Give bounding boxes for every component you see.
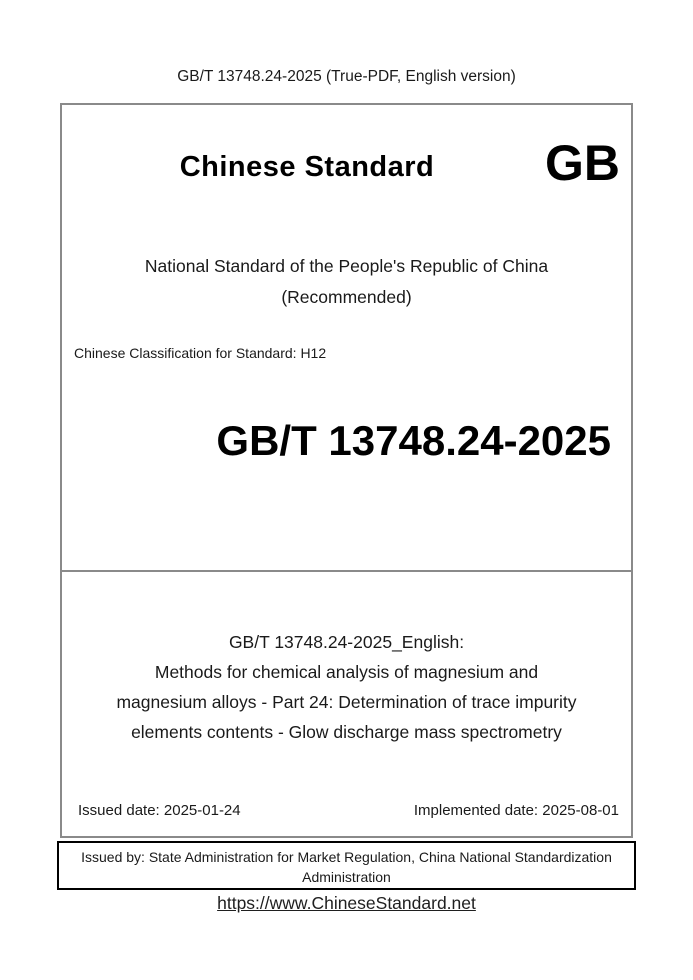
- issued-date: Issued date: 2025-01-24: [78, 802, 241, 819]
- page-header-title: GB/T 13748.24-2025 (True-PDF, English version): [177, 68, 516, 85]
- cover-main-box: [60, 103, 633, 838]
- national-standard-block: [62, 251, 631, 313]
- section-divider: [60, 570, 633, 572]
- recommended-line: (Recommended): [281, 287, 412, 307]
- national-standard-line: National Standard of the People's Republic of China: [144, 256, 549, 276]
- footer-link-row: [0, 893, 693, 914]
- classification-label: Chinese Classification for Standard: H12: [74, 345, 327, 361]
- issuer-line: Issued by: State Administration for Market Regulation, China National Standardization: [81, 849, 612, 865]
- implemented-date: Implemented date: 2025-08-01: [413, 802, 619, 819]
- english-title-line: magnesium alloys - Part 24: Determination of trace impurity: [116, 692, 577, 712]
- standard-number: GB/T 13748.24-2025: [216, 417, 611, 464]
- issuer-box: [57, 841, 636, 890]
- dates-row: [62, 802, 631, 819]
- english-title-line: GB/T 13748.24-2025_English:: [228, 632, 465, 652]
- english-title-line: elements contents - Glow discharge mass spectrometry: [131, 722, 562, 742]
- gb-logo: GB: [545, 135, 620, 191]
- english-title-block: [62, 627, 631, 747]
- english-title-line: Methods for chemical analysis of magnesium and: [154, 662, 539, 682]
- website-link[interactable]: https://www.ChineseStandard.net: [217, 893, 476, 913]
- brand-title: Chinese Standard: [179, 151, 435, 183]
- issuer-line: Administration: [302, 869, 391, 885]
